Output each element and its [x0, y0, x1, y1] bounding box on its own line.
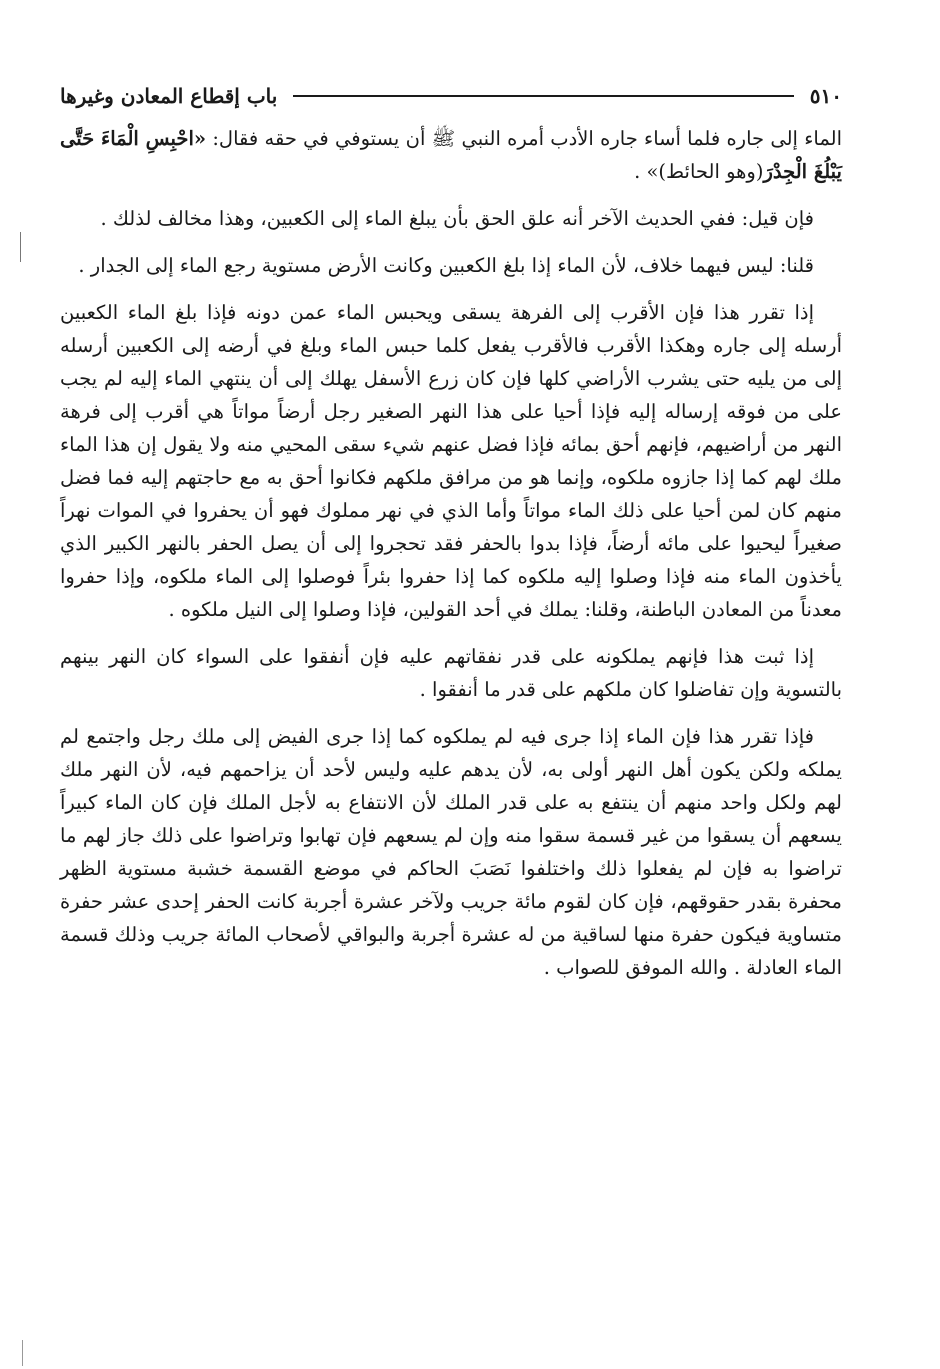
page-header — [60, 78, 842, 114]
paragraph-continuation — [60, 122, 842, 188]
page-body — [60, 122, 842, 984]
margin-mark — [20, 232, 21, 262]
paragraph-irrigation-order: إذا تقرر هذا فإن الأقرب إلى الفرهة يسقى ويحبس الماء عمن دونه فإذا بلغ الماء الكعبين أرسله إلى جاره وهكذا الأقرب فالأقرب يفعل كلما حبس الماء وبلغ في أرضه إلى الكعبين أرسله إلى من يليه حتى يشرب الأراضي كلها فإن كان زرع الأسفل يهلك إلى أن ينتهي الماء إليه لم يجب على من فوقه إرساله إليه فإذا أحيا على هذا النهر الصغير رجل أرضاً مواتاً هي أقرب إلى فرهة النهر من أراضيهم، فإنهم أحق بمائه فإذا فضل عنهم شيء سقى المحيي منه ولا يقول إن هذا الماء ملك لهم كما إذا جازوه ملكوه، وإنما هو من مرافق ملكهم فكانوا أحق به مع حاجتهم إليه فما فضل منهم كان لمن أحيا على ذلك الماء مواتاً وأما الذي في نهر مملوك فهو أن يحفروا في الموات نهراً صغيراً ليحيوا على مائه أرضاً، فإذا بدوا بالحفر فقد تحجروا إلى أن يصل الحفر بالنهر الكبير الذي يأخذون الماء منه فإذا وصلوا إليه ملكوه كما إذا حفروا بئراً فوصلوا إلى الماء ملكوه، وإذا حفروا معدناً من المعادن الباطنة، وقلنا: يملك في أحد القولين، فإذا وصلوا إلى النيل ملكوه . — [60, 301, 842, 621]
hadith-quote: «احْبِسِ الْمَاءَ حَتَّى يَبْلُغَ الْجِدْرَ — [60, 127, 842, 183]
page — [60, 78, 842, 998]
paragraph-objection: فإن قيل: ففي الحديث الآخر أنه علق الحق بأن يبلغ الماء إلى الكعبين، وهذا مخالف لذلك . — [100, 207, 814, 230]
paragraph-division: فإذا تقرر هذا فإن الماء إذا جرى فيه لم يملكوه كما إذا جرى الفيض إلى ملك رجل واجتمع لم يملكه ولكن يكون أهل النهر أولى به، لأن يدهم عليه وليس لأحد أن يزاحمهم فيه، لأن النهر ملك لهم ولكل واحد منهم أن ينتفع به على قدر الملك لأن الانتفاع به لأجل الملك فإن كان الماء كبيراً يسعهم أن يسقوا من غير قسمة سقوا منه وإن لم يسعهم فإن تهابوا وتراضوا على ذلك جاز لهم ما تراضوا به فإن لم يفعلوا ذلك واختلفوا نَصَبَ الحاكم في موضع القسمة خشبة مستوية الظهر محفرة بقدر حقوقهم، فإن كان لقوم مائة جريب ولآخر عشرة أجربة كانت الحفر إحدى عشر حفرة متساوية فيكون حفرة منها لساقية من له عشرة أجربة والبواقي لأصحاب المائة جريب وذلك قسمة الماء العادلة . والله الموفق للصواب . — [60, 725, 842, 979]
page-number: ٥١٠ — [809, 84, 842, 108]
chapter-title: باب إقطاع المعادن وغيرها — [60, 84, 278, 108]
paragraph-text: (وهو الحائط)» . — [634, 160, 764, 183]
paragraph-reply: قلنا: ليس فيهما خلاف، لأن الماء إذا بلغ الكعبين وكانت الأرض مستوية رجع الماء إلى الجدار . — [78, 254, 814, 277]
paragraph-ownership: إذا ثبت هذا فإنهم يملكونه على قدر نفقاتهم عليه فإن أنفقوا على السواء كان النهر بينهم بالتسوية وإن تفاضلوا كان ملكهم على قدر ما أنفقوا . — [60, 645, 842, 701]
margin-mark — [22, 1340, 23, 1366]
paragraph-text: الماء إلى جاره فلما أساء جاره الأدب أمره النبي ﷺ أن يستوفي في حقه فقال: — [206, 127, 842, 150]
header-rule — [293, 95, 793, 97]
